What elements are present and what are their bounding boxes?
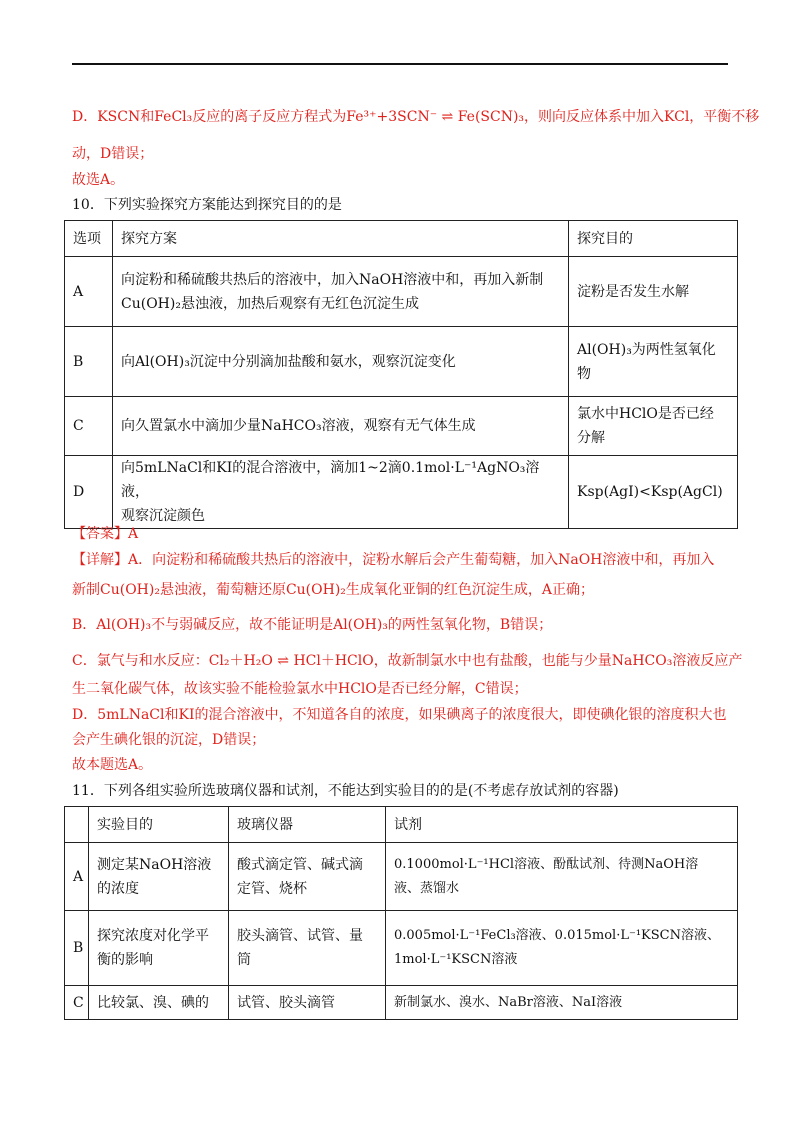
header-glassware: 玻璃仪器 [229,807,386,843]
row-reagents: 0.1000mol·L⁻¹HCl溶液、酚酞试剂、待测NaOH溶 液、蒸馏水 [386,843,738,911]
row-goal: 测定某NaOH溶液 的浓度 [89,843,229,911]
q10-detail-line: B．Al(OH)₃不与弱碱反应，故不能证明是Al(OH)₃的两性氢氧化物，B错误； [72,617,553,633]
row-reagents: 新制氯水、溴水、NaBr溶液、NaI溶液 [386,986,738,1020]
header-purpose: 探究目的 [569,221,738,257]
table-row [65,327,738,397]
row-option: A [65,843,89,911]
q11-stem: 11．下列各组实验所选玻璃仪器和试剂，不能达到实验目的的是(不考虑存放试剂的容器) [72,783,619,799]
row-reagents: 0.005mol·L⁻¹FeCl₃溶液、0.015mol·L⁻¹KSCN溶液、 1mol·L⁻¹KSCN溶液 [386,911,738,986]
header-plan: 探究方案 [113,221,569,257]
table-row [65,397,738,456]
table-row [65,456,738,529]
q10-detail-line: 故本题选A。 [72,757,153,773]
q10-answer: 【答案】A [72,526,139,542]
row-purpose: 淀粉是否发生水解 [569,257,738,327]
table-row [65,986,738,1020]
row-purpose: 氯水中HClO是否已经 分解 [569,397,738,456]
q10-detail-line: 新制Cu(OH)₂悬浊液，葡萄糖还原Cu(OH)₂生成氧化亚铜的红色沉淀生成，A正确； [72,582,595,598]
q10-detail-line: 【详解】A．向淀粉和稀硫酸共热后的溶液中，淀粉水解后会产生葡萄糖，加入NaOH溶液中和，再加入 [72,552,715,568]
header-option [65,807,89,843]
prev-option-d-line1: D．KSCN和FeCl₃反应的离子反应方程式为Fe³⁺+3SCN⁻ ⇌ Fe(SCN)₃，则向反应体系中加入KCl，平衡不移 [72,109,760,125]
row-goal: 探究浓度对化学平 衡的影响 [89,911,229,986]
row-plan: 向淀粉和稀硫酸共热后的溶液中，加入NaOH溶液中和，再加入新制 Cu(OH)₂悬浊液，加热后观察有无红色沉淀生成 [113,257,569,327]
row-purpose: Ksp(AgI)<Ksp(AgCl) [569,456,738,529]
row-option: A [65,257,113,327]
row-glassware: 试管、胶头滴管 [229,986,386,1020]
row-glassware: 胶头滴管、试管、量 筒 [229,911,386,986]
row-option: C [65,397,113,456]
row-option: D [65,456,113,529]
row-goal: 比较氯、溴、碘的 [89,986,229,1020]
row-plan: 向5mLNaCl和KI的混合溶液中，滴加1~2滴0.1mol·L⁻¹AgNO₃溶液， 观察沉淀颜色 [113,456,569,529]
q10-detail-line: 会产生碘化银的沉淀，D错误； [72,732,266,748]
q10-detail-line: C．氯气与和水反应：Cl₂＋H₂O ⇌ HCl＋HClO，故新制氯水中也有盐酸，也能与少量NaHCO₃溶液反应产 [72,653,743,669]
table-row [65,843,738,911]
table-row [65,911,738,986]
header-rule [72,63,728,65]
row-plan: 向久置氯水中滴加少量NaHCO₃溶液，观察有无气体生成 [113,397,569,456]
q10-detail-line: 生二氧化碳气体，故该实验不能检验氯水中HClO是否已经分解，C错误； [72,681,528,697]
row-option: B [65,911,89,986]
header-goal: 实验目的 [89,807,229,843]
header-reagents: 试剂 [386,807,738,843]
q10-stem: 10．下列实验探究方案能达到探究目的的是 [72,197,342,213]
row-option: C [65,986,89,1020]
row-option: B [65,327,113,397]
q10-detail-line: D．5mLNaCl和KI的混合溶液中，不知道各自的浓度，如果碘离子的浓度很大，即使碘化银的溶度积大也 [72,707,727,723]
q10-table [64,220,738,529]
prev-option-d-line2: 动，D错误； [72,146,154,162]
row-purpose: Al(OH)₃为两性氢氧化 物 [569,327,738,397]
row-plan: 向Al(OH)₃沉淀中分别滴加盐酸和氨水，观察沉淀变化 [113,327,569,397]
row-glassware: 酸式滴定管、碱式滴 定管、烧杯 [229,843,386,911]
q11-table [64,806,738,1020]
table-header-row [65,221,738,257]
header-option: 选项 [65,221,113,257]
table-header-row [65,807,738,843]
prev-conclusion: 故选A。 [72,172,125,188]
table-row [65,257,738,327]
